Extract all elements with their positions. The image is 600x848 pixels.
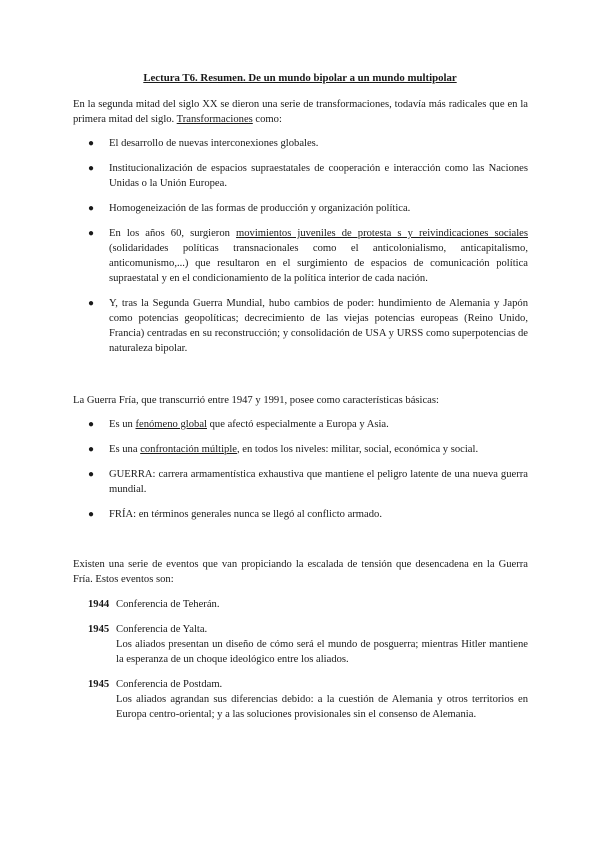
- list-item: [73, 296, 528, 356]
- bullet-icon: ●: [88, 298, 95, 309]
- event-description: Los aliados presentan un diseño de cómo será el mundo de posguerra; mientras Hitler mantiene la esperanza de un choque ideológico entre los aliados.: [116, 639, 528, 665]
- item-text: Institucionalización de espacios supraestatales de cooperación e interacción como las Naciones Unidas o la Unión Europea.: [109, 163, 528, 189]
- list-item: [73, 226, 528, 286]
- list-item: [73, 136, 528, 151]
- bullet-icon: ●: [88, 444, 95, 455]
- item-text: El desarrollo de nuevas interconexiones globales.: [109, 138, 319, 149]
- item-text: Es un: [109, 419, 136, 430]
- intro-paragraph: [73, 97, 528, 127]
- list-item: [73, 201, 528, 216]
- intro-text-after: como:: [252, 114, 282, 125]
- event-item: [88, 622, 528, 667]
- event-item: [88, 677, 528, 722]
- bullet-icon: ●: [88, 469, 95, 480]
- list-item: [73, 507, 528, 522]
- item-text: GUERRA: carrera armamentística exhaustiva que mantiene el peligro latente de una nueva guerra mundial.: [109, 469, 528, 495]
- event-description: Los aliados agrandan sus diferencias debido: a la cuestión de Alemania y otros territorios en Europa centro-oriental; y a las soluciones provisionales sin el consenso de Alemania.: [116, 694, 528, 720]
- cold-war-intro: La Guerra Fría, que transcurrió entre 1947 y 1991, posee como características básicas:: [73, 395, 439, 406]
- item-underlined: fenómeno global: [135, 419, 207, 430]
- event-name: Conferencia de Postdam.: [116, 679, 223, 690]
- item-text-after: (solidaridades políticas transnacionales como el anticolonialismo, anticapitalismo, anticomunismo,...) que resultaron en el surgimiento de espacios de comunicación política supraestatal y en el condicionamiento de la política interior de cada nación.: [109, 243, 528, 284]
- list-item: [73, 161, 528, 191]
- list-item: [73, 442, 528, 457]
- event-item: [88, 597, 528, 612]
- item-text: FRÍA: en términos generales nunca se llegó al conflicto armado.: [109, 509, 382, 520]
- event-name: Conferencia de Yalta.: [116, 624, 208, 635]
- intro-text: En la segunda mitad del siglo XX se dieron una serie de transformaciones, todavía más radicales que en la primera mitad del siglo.: [73, 99, 528, 125]
- events-intro: Existen una serie de eventos que van propiciando la escalada de tensión que desencadena en la Guerra Fría. Estos eventos son:: [73, 559, 528, 585]
- event-year: 1945: [88, 624, 110, 635]
- item-text: Es una: [109, 444, 141, 455]
- event-name: Conferencia de Teherán.: [116, 599, 220, 610]
- item-text-after: que afectó especialmente a Europa y Asia.: [206, 419, 389, 430]
- bullet-icon: ●: [88, 163, 95, 174]
- bullet-icon: ●: [88, 203, 95, 214]
- list-item: [73, 467, 528, 497]
- item-underlined: movimientos juveniles de protesta s y reivindicaciones sociales: [236, 228, 529, 239]
- events-list: [88, 597, 528, 722]
- item-text: Homogeneización de las formas de producción y organización política.: [109, 203, 411, 214]
- item-text: Y, tras la Segunda Guerra Mundial, hubo cambios de poder: hundimiento de Alemania y Japón como potencias geopolíticas; decrecimiento de las viejas potencias europeas (Reino Unido, Francia) centradas en su reconstrucción; y consolidación de USA y URSS como superpotencias de naturaleza bipolar.: [109, 298, 528, 354]
- bullet-icon: ●: [88, 228, 95, 239]
- item-text-after: , en todos los niveles: militar, social, económica y social.: [236, 444, 479, 455]
- transformations-list: [73, 136, 528, 356]
- document-title: Lectura T6. Resumen. De un mundo bipolar a un mundo multipolar: [143, 72, 457, 84]
- item-text: En los años 60, surgieron: [109, 228, 236, 239]
- intro-underlined: Transformaciones: [176, 114, 253, 125]
- event-year: 1944: [88, 599, 110, 610]
- cold-war-features-list: [73, 417, 528, 522]
- list-item: [73, 417, 528, 432]
- bullet-icon: ●: [88, 419, 95, 430]
- bullet-icon: ●: [88, 138, 95, 149]
- item-underlined: confrontación múltiple: [140, 444, 237, 455]
- bullet-icon: ●: [88, 509, 95, 520]
- event-year: 1945: [88, 679, 110, 690]
